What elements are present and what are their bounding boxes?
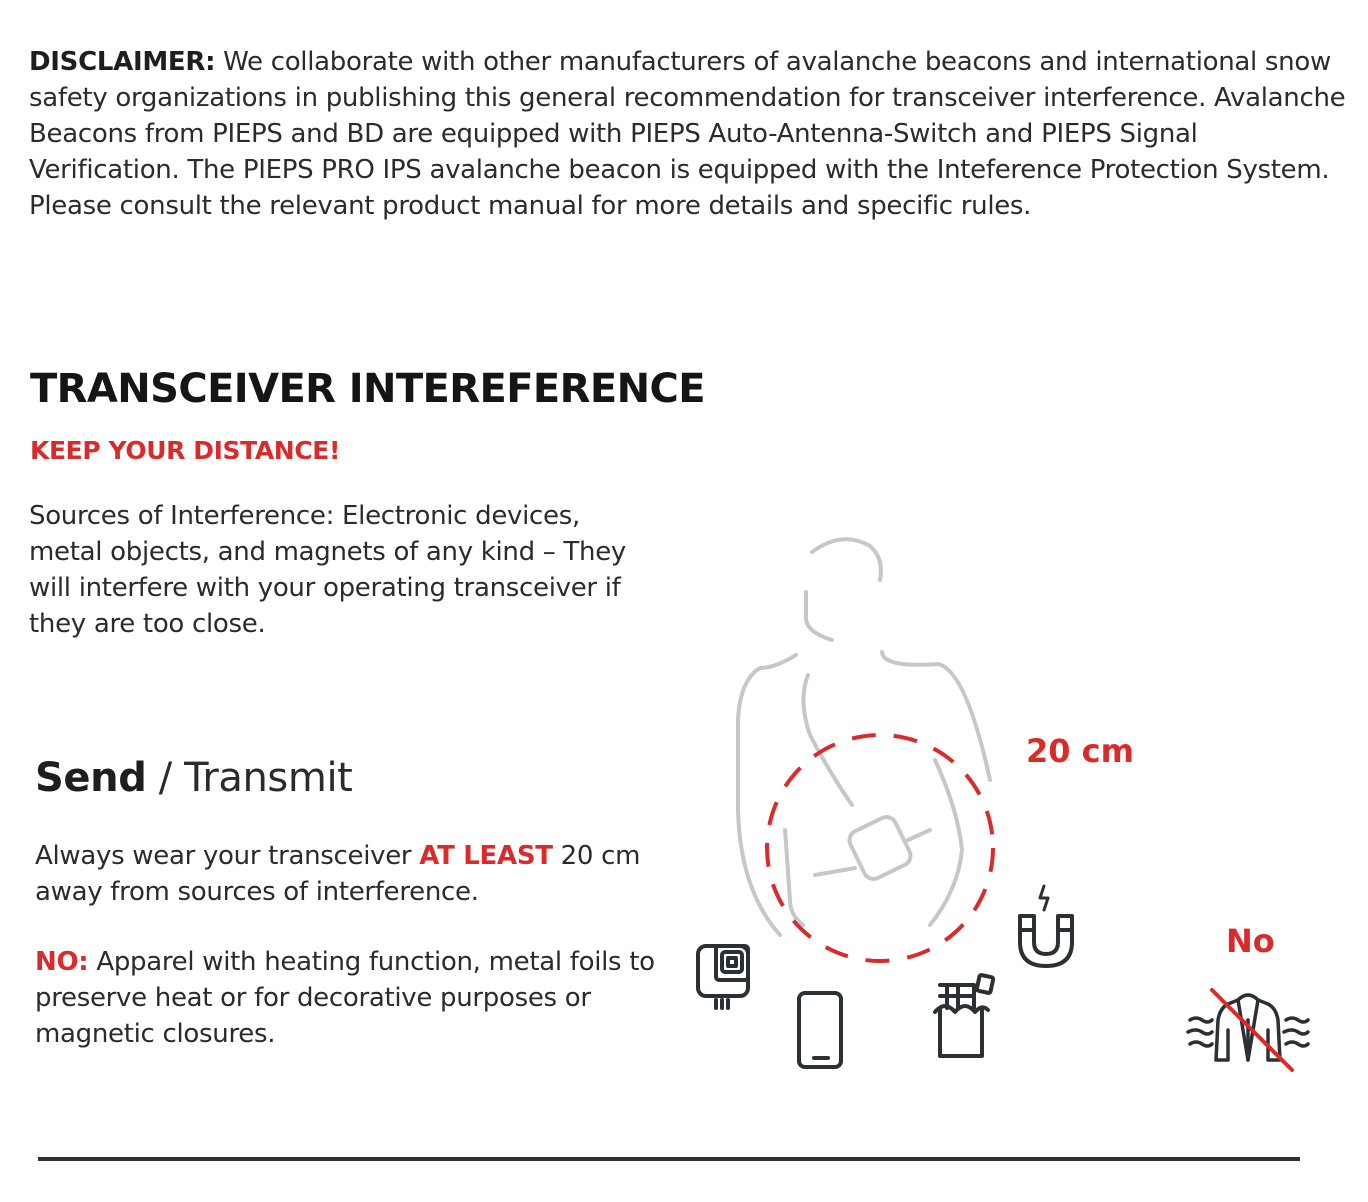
bottom-divider [38,1157,1300,1161]
wear-prefix: Always wear your transceiver [35,841,420,871]
wear-emphasis: AT LEAST [419,841,553,871]
sources-paragraph: Sources of Interference: Electronic devices, metal objects, and magnets of any kind – They will interfere with your operating transceiver if they are too close. [29,501,626,639]
magnet-icon [1020,886,1072,966]
no-label: NO: [35,947,89,977]
chocolate-bar-icon [935,975,994,1056]
send-heading-light: Transmit [184,755,353,801]
distance-circle [767,735,993,961]
disclaimer-label: DISCLAIMER: [29,47,216,77]
section-title: TRANSCEIVER INTEREFERENCE [30,366,705,412]
send-heading-bold: Send [35,755,147,801]
distance-label: 20 cm [1026,732,1134,770]
disclaimer-text: We collaborate with other manufacturers of avalanche beacons and international snow safety organizations in publishing this general recommendation for transceiver interference. Avalanche Beacons from PIEPS and BD are equipped with PIEPS Auto-Antenna-Switch and PIEPS Signal Verification. The PIEPS PRO IPS avalanche beacon is equipped with the Inteference Protection System. Please consult the relevant product manual for more details and specific rules. [29,47,1346,221]
no-text: Apparel with heating function, metal foils to preserve heat or for decorative purposes or magnetic closures. [35,947,655,1049]
send-heading-separator: / [146,755,185,801]
section-subtitle: KEEP YOUR DISTANCE! [30,436,340,465]
smartphone-icon [799,993,841,1067]
wear-suffix: 20 cm away from sources of interference. [35,841,641,907]
action-camera-icon [698,946,748,1008]
no-apparel-label: No [1226,922,1275,960]
